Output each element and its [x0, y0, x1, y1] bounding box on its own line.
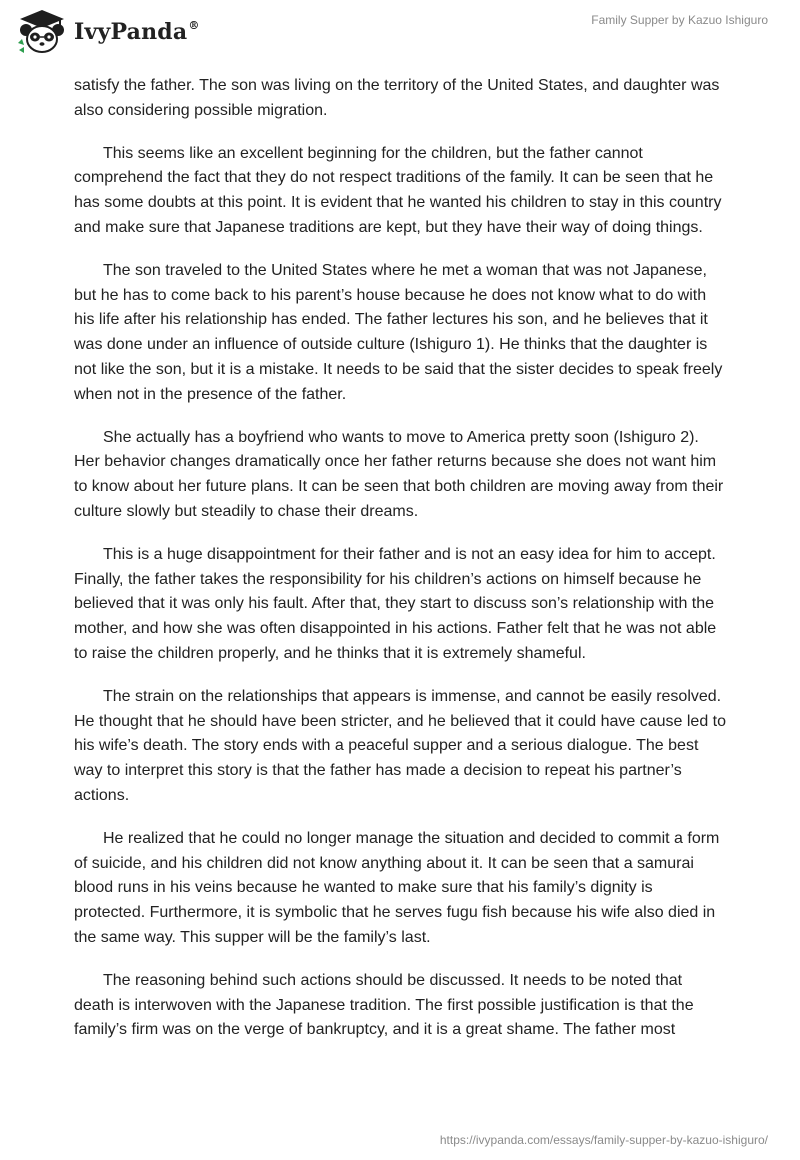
paragraph: The strain on the relationships that appears is immense, and cannot be easily resolved. He thought that he should have been stricter, and he believed that it could have cause led to his wife’s death. The story ends with a peaceful supper and a serious dialogue. The best way to interpret this story is that the father has made a decision to repeat his partner’s actions.	[74, 687, 727, 804]
paragraph: She actually has a boyfriend who wants to move to America pretty soon (Ishiguro 2). Her behavior changes dramatically once her father returns because she does not want him to know about her future plans. It can be seen that both children are moving away from their culture slowly but steadily to chase their dreams.	[74, 428, 724, 520]
paragraph: satisfy the father. The son was living on the territory of the United States, and daughter was also considering possible migration.	[74, 77, 720, 119]
paragraph: He realized that he could no longer manage the situation and decided to commit a form of suicide, and his children did not know anything about it. It can be seen that a samurai blood runs in his veins because he wanted to make sure that his family’s dignity is protected. Furthermore, it is symbolic that he serves fugu fish because his wife also died in the same way. This supper will be the family’s last.	[74, 829, 720, 946]
paragraph: The reasoning behind such actions should be discussed. It needs to be noted that death is interwoven with the Japanese tradition. The first possible justification is that the family’s firm was on the verge of bankruptcy, and it is a great shame. The father most	[74, 971, 694, 1039]
panda-graduate-icon	[16, 8, 68, 56]
brand-logo[interactable]	[16, 8, 200, 56]
paragraph: This is a huge disappointment for their father and is not an easy idea for him to accept. Finally, the father takes the responsibility for his children’s actions on himself because he believed that it was only his fault. After that, they start to discuss son’s relationship with the mother, and how she was often disappointed in his actions. Father felt that he was not able to raise the children properly, and he thinks that it is extremely shameful.	[74, 545, 717, 662]
source-url[interactable]: https://ivypanda.com/essays/family-supper-by-kazuo-ishiguro/	[439, 1133, 768, 1147]
brand-name: IvyPanda®	[74, 19, 200, 45]
essay-body	[74, 74, 726, 1061]
registered-mark: ®	[188, 19, 200, 32]
page-header	[0, 0, 800, 70]
paragraph: This seems like an excellent beginning for the children, but the father cannot comprehend the fact that they do not respect traditions of the family. It can be seen that he has some doubts at this point. It is evident that he wanted his children to stay in this country and make sure that Japanese traditions are kept, but they have their way of doing things.	[74, 144, 722, 236]
document-title: Family Supper by Kazuo Ishiguro	[591, 13, 768, 27]
paragraph: The son traveled to the United States where he met a woman that was not Japanese, but he has to come back to his parent’s house because he does not know what to do with his life after his relationship has ended. The father lectures his son, and he believes that it was done under an influence of outside culture (Ishiguro 1). He thinks that the daughter is not like the son, but it is a mistake. It needs to be said that the sister decides to speak freely when not in the presence of the father.	[74, 261, 723, 403]
